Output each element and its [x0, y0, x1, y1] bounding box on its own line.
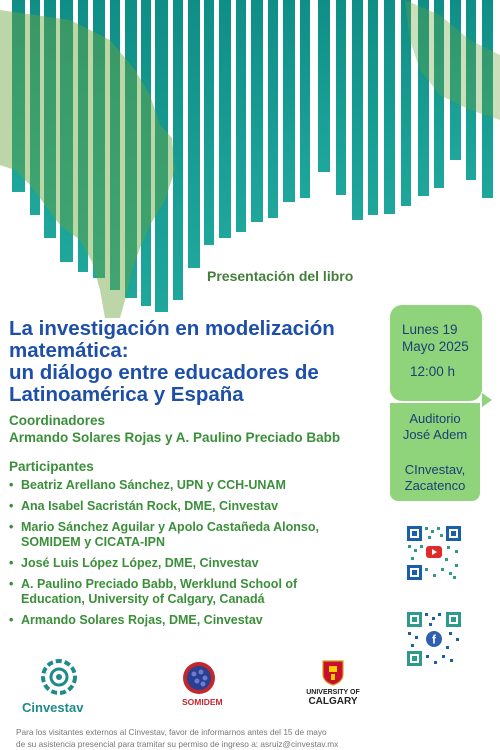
somidem-logo-text: SOMIDEM: [182, 697, 223, 707]
participants-list: [9, 478, 389, 634]
participant-text: Beatriz Arellano Sánchez, UPN y CCH-UNAM: [21, 478, 286, 492]
event-month-year: Mayo 2025: [402, 339, 469, 354]
list-item: • Mario Sánchez Aguilar y Apolo Castañeda Alonso, SOMIDEM y CICATA-IPN: [9, 520, 389, 550]
date-box-pointer: [482, 393, 492, 407]
coordinators-label: Coordinadores: [9, 413, 106, 428]
cinvestav-logo: [34, 652, 84, 702]
date-box: [390, 305, 482, 401]
venue-box: [390, 403, 480, 501]
venue-line: Auditorio: [409, 411, 461, 426]
participants-label: Participantes: [9, 459, 94, 474]
book-title: [9, 318, 387, 406]
facebook-icon: [426, 631, 442, 647]
book-title-line: La investigación en modelización: [9, 317, 335, 340]
list-item: • A. Paulino Preciado Babb, Werklund School of Education, University of Calgary, Canadá: [9, 577, 389, 607]
book-title-line: Latinoamérica y España: [9, 383, 244, 406]
youtube-qr-code[interactable]: [405, 524, 463, 582]
event-time: 12:00 h: [410, 364, 456, 379]
list-item: • José Luis López López, DME, Cinvestav: [9, 556, 389, 571]
youtube-icon: [426, 546, 442, 558]
participant-text: José Luis López López, DME, Cinvestav: [21, 556, 259, 570]
footer-note: [16, 726, 486, 750]
participant-text: A. Paulino Preciado Babb, Werklund School of: [21, 577, 298, 591]
participant-text: Mario Sánchez Aguilar y Apolo Castañeda Alonso,: [21, 520, 319, 534]
cinvestav-logo-text: Cinvestav: [22, 700, 84, 715]
calgary-crest-icon: [322, 660, 344, 686]
footer-line: de su asistencia presencial para tramitar su permiso de ingreso a: asruiz@cinvestav.mx: [16, 739, 339, 749]
book-title-line: matemática:: [9, 339, 129, 362]
calgary-logo-text: [305, 688, 361, 706]
list-item: • Beatriz Arellano Sánchez, UPN y CCH-UNAM: [9, 478, 389, 493]
participant-text: Education, University of Calgary, Canadá: [21, 592, 265, 606]
coordinators-names: Armando Solares Rojas y A. Paulino Preciado Babb: [9, 430, 341, 445]
participant-text: Ana Isabel Sacristán Rock, DME, Cinvestav: [21, 499, 279, 513]
venue-line: José Adem: [402, 427, 468, 442]
facebook-qr-code[interactable]: [405, 610, 463, 668]
event-day: Lunes 19: [402, 322, 458, 337]
participant-text: Armando Solares Rojas, DME, Cinvestav: [21, 613, 263, 627]
list-item: • Armando Solares Rojas, DME, Cinvestav: [9, 613, 389, 628]
campus-line: Zacatenco: [404, 478, 466, 493]
participant-text: SOMIDEM y CICATA-IPN: [21, 535, 165, 549]
svg-text:f: f: [432, 632, 436, 647]
somidem-logo: [178, 660, 220, 696]
calgary-line2: CALGARY: [308, 696, 358, 707]
book-title-line: un diálogo entre educadores de: [9, 361, 319, 384]
book-presentation-subtitle: Presentación del libro: [207, 268, 354, 284]
campus-line: CInvestav,: [404, 462, 466, 477]
list-item: • Ana Isabel Sacristán Rock, DME, Cinvestav: [9, 499, 389, 514]
calgary-line1: UNIVERSITY OF: [306, 689, 360, 696]
footer-line: Para los visitantes externos al Cinvestav, favor de informarnos antes del 15 de mayo: [16, 727, 327, 737]
